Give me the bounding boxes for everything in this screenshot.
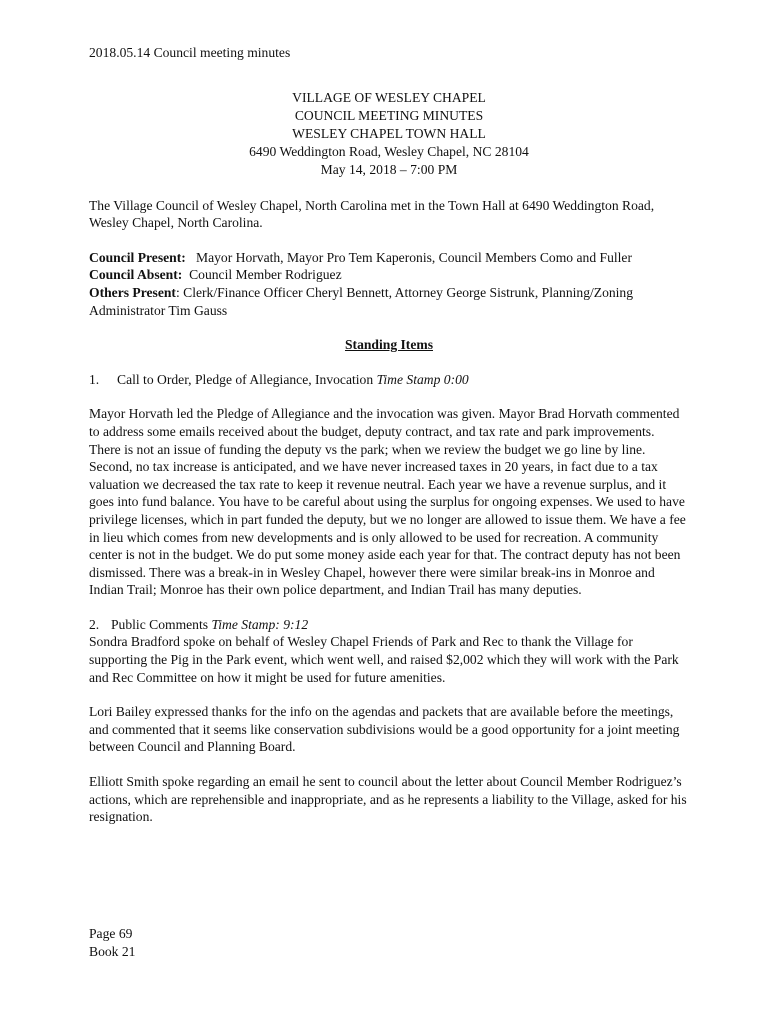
title-line-3: WESLEY CHAPEL TOWN HALL [292, 125, 486, 141]
item-2-number: 2. [89, 616, 100, 632]
item-2-timestamp: Time Stamp: 9:12 [211, 616, 309, 632]
council-present-text: Mayor Horvath, Mayor Pro Tem Kaperonis, Council Members Como and Fuller [196, 249, 632, 265]
item-1-number: 1. [89, 371, 100, 387]
title-block [89, 89, 689, 179]
item-2-heading [89, 616, 689, 634]
council-absent-label: Council Absent: [89, 267, 183, 283]
item-1-title: Call to Order, Pledge of Allegiance, Invocation [117, 371, 374, 387]
title-address: 6490 Weddington Road, Wesley Chapel, NC 28104 [249, 143, 529, 159]
book-number: Book 21 [89, 944, 136, 959]
item-1-body: Mayor Horvath led the Pledge of Allegiance and the invocation was given. Mayor Brad Horvath commented to address some emails received about the budget, deputy contract, and tax rate and park improvements. There is not an issue of funding the deputy vs the park; when we review the budget we go line by line. Second, no tax increase is anticipated, and we have never increased taxes in 20 years, in fact due to a tax valuation we decreased the tax rate to keep it revenue neutral. Each year we have a revenue surplus, and it goes into fund balance. You have to be careful about using the surplus for ongoing expenses. We used to have privilege licenses, which in part funded the deputy, but we no longer are allowed to issue them. We have a fee in lieu which comes from new developments and is only allowed to be used for recreation. A community center is not in the budget. We do put some money aside each year for that. The contract deputy has not been dismissed. There was a break-in in Wesley Chapel, however there were similar break-ins in Monroe and Indian Trail; Monroe has their own police department, and Indian Trail has many deputies. [89, 406, 686, 598]
document-page [89, 44, 689, 843]
council-absent [89, 266, 689, 284]
intro-paragraph: The Village Council of Wesley Chapel, North Carolina met in the Town Hall at 6490 Weddington Road, Wesley Chapel, North Carolina. [89, 197, 655, 231]
item-2-title: Public Comments [111, 616, 209, 632]
page-number: Page 69 [89, 926, 133, 941]
item-1-timestamp: Time Stamp 0:00 [376, 371, 469, 387]
council-present-label: Council Present: [89, 249, 186, 265]
item-2-paragraph-3: Elliott Smith spoke regarding an email he sent to council about the letter about Council Member Rodriguez’s actions, which are reprehensible and inappropriate, and as he represents a liability to the Village, asked for his resignation. [89, 774, 687, 825]
others-present [89, 284, 689, 319]
title-date: May 14, 2018 – 7:00 PM [320, 161, 458, 177]
council-absent-text: Council Member Rodriguez [189, 267, 342, 283]
title-line-2: COUNCIL MEETING MINUTES [294, 107, 484, 123]
others-present-label: Others Present [89, 284, 176, 300]
section-heading-standing-items: Standing Items [344, 337, 433, 353]
item-2-paragraph-1: Sondra Bradford spoke on behalf of Wesley Chapel Friends of Park and Rec to thank the Village for supporting the Pig in the Park event, which went well, and raised $2,002 which they will work with the Park and Rec Committee on how it might be used for future amenities. [89, 634, 679, 685]
running-header: 2018.05.14 Council meeting minutes [89, 45, 291, 60]
others-present-text: : Clerk/Finance Officer Cheryl Bennett, Attorney George Sistrunk, Planning/Zoning Administrator Tim Gauss [89, 284, 634, 318]
page-footer [89, 925, 135, 961]
council-present [89, 249, 689, 267]
attendance-block [89, 249, 689, 319]
title-line-1: VILLAGE OF WESLEY CHAPEL [292, 89, 486, 105]
item-2-paragraph-2: Lori Bailey expressed thanks for the info on the agendas and packets that are available before the meetings, and commented that it seems like conservation subdivisions would be a good opportunity for a joint meeting between Council and Planning Board. [89, 704, 680, 755]
item-1-heading [89, 371, 689, 389]
